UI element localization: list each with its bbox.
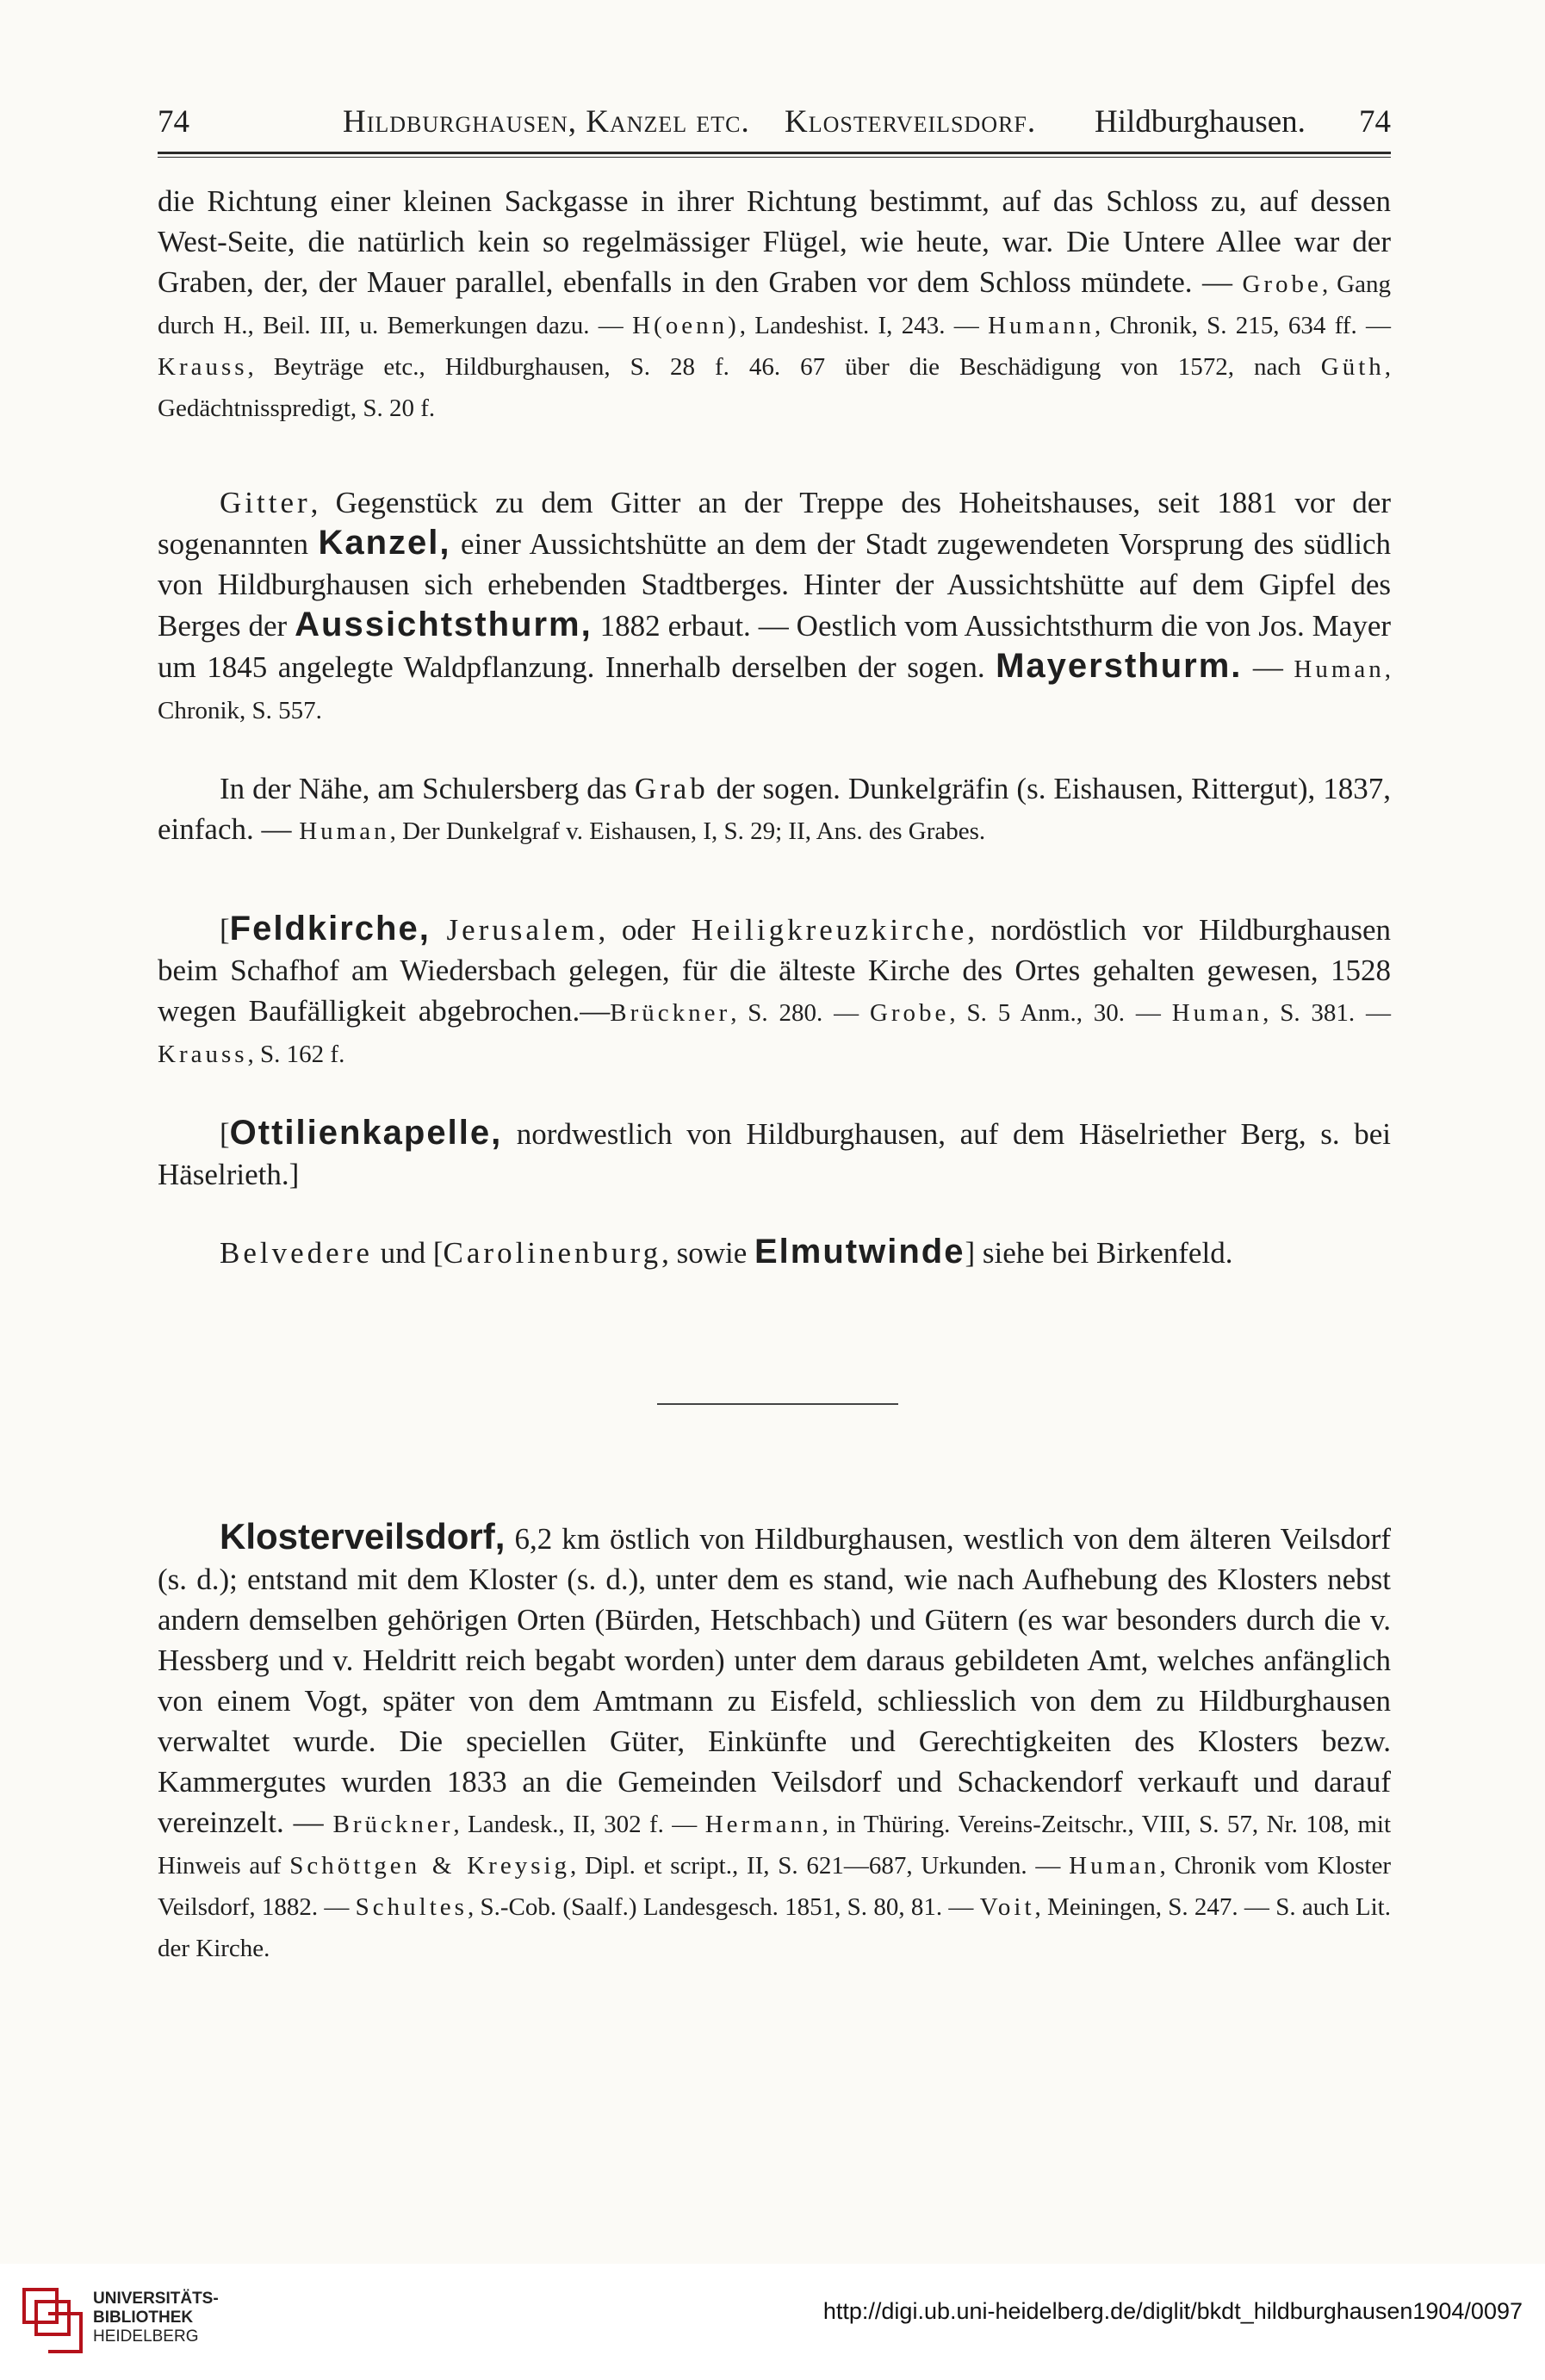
- paragraph-klosterveilsdorf: [158, 1516, 1391, 1967]
- heading-ottilienkapelle: Ottilienkapelle,: [229, 1114, 503, 1152]
- library-name: [93, 2290, 219, 2346]
- ref-text: , Beyträge etc., Hildburghausen, S. 28 f. 46. 67 über die Beschädigung von 1572, nach: [247, 353, 1321, 381]
- para6-text: und [: [372, 1236, 444, 1270]
- ref-text: , S. 381. —: [1263, 999, 1391, 1027]
- ref-author: Humann: [988, 312, 1095, 339]
- ref-author: Human: [299, 817, 390, 845]
- ref-author: Schultes: [355, 1893, 468, 1921]
- para2-text: 1882 erbaut. — Oestlich vom Aussichtsthurm die von Jos. Mayer um 1845 angelegte Waldpflanzung. Innerhalb derselben der sogen.: [158, 609, 1392, 684]
- entry-grab: Grab: [634, 772, 709, 805]
- ref-text: , Chronik, S. 215, 634 ff. —: [1094, 312, 1391, 339]
- section-separator: [657, 1403, 898, 1405]
- ref-author: Brückner: [332, 1811, 454, 1838]
- heading-mayersthurm: Mayersthurm.: [996, 647, 1243, 685]
- ref-text: , Meiningen, S. 247. — S. auch Lit. der Kirche.: [158, 1893, 1391, 1962]
- ref-text: , S.-Cob. (Saalf.) Landesgesch. 1851, S. 80, 81. —: [467, 1893, 980, 1921]
- running-header: [158, 103, 1391, 148]
- paragraph-belvedere: [158, 1232, 1391, 1273]
- para2-text: , Gegenstück zu dem Gitter an der Treppe des Hoheitshauses, seit 1881 vor der sogenannten: [158, 486, 1391, 561]
- ref-author: Krauss: [158, 353, 248, 381]
- entry-jerusalem: Jerusalem: [446, 913, 599, 947]
- paragraph-schloss: [158, 181, 1391, 427]
- para5-text: nordwestlich von Hildburghausen, auf dem Häselriether Berg, s. bei Häselrieth.]: [158, 1117, 1391, 1191]
- ref-author: Brückner: [610, 999, 731, 1027]
- ref-author: Human: [1069, 1852, 1160, 1880]
- ref-author: Voit: [979, 1893, 1035, 1921]
- bracket: [: [220, 913, 230, 947]
- entry-belvedere: Belvedere: [220, 1236, 373, 1270]
- page-number-left: 74: [158, 104, 189, 140]
- ub-heidelberg-logo-icon: [19, 2283, 86, 2357]
- entry-gitter: Gitter: [220, 486, 311, 519]
- para3-text: In der Nähe, am Schulersberg das: [220, 772, 635, 805]
- ref-text: , Gedächtnisspredigt, S. 20 f.: [158, 353, 1391, 422]
- ref-author: Güth: [1320, 353, 1385, 381]
- page-number-right: 74: [1359, 104, 1391, 140]
- paragraph-grab: [158, 768, 1391, 850]
- ref-author: Grobe: [869, 999, 950, 1027]
- heading-kanzel: Kanzel,: [318, 524, 451, 562]
- para4-text: , nordöstlich vor Hildburghausen beim Schafhof am Wiedersbach gelegen, für die älteste Kirche des Ortes gehalten gewesen, 1528 wegen Baufälligkeit abgebrochen.—: [158, 913, 1391, 1028]
- para2-text: —: [1242, 650, 1294, 684]
- para1-text: die Richtung einer kleinen Sackgasse in ihrer Richtung bestimmt, auf das Schloss zu, auf dessen West-Seite, die natürlich kein so regelmässiger Flügel, wie heute, war. Die Untere Allee war der Graben, der, der Mauer parallel, ebenfalls in den Graben vor dem Schloss mündete. —: [158, 184, 1391, 299]
- ref-text: , S. 5 Anm., 30. —: [949, 999, 1172, 1027]
- heading-klosterveilsdorf: Klosterveilsdorf,: [220, 1516, 506, 1557]
- paragraph-ottilienkapelle: [158, 1113, 1391, 1195]
- ref-author: Grobe: [1242, 270, 1322, 298]
- ref-text: , in Thüring. Vereins-Zeitschr., VIII, S. 57, Nr. 108, mit Hinweis auf: [158, 1811, 1392, 1880]
- library-line1: UNIVERSITÄTS-: [93, 2290, 219, 2308]
- para6-text: ] siehe bei Birkenfeld.: [965, 1236, 1233, 1270]
- ref-text: , Der Dunkelgraf v. Eishausen, I, S. 29; II, Ans. des Grabes.: [389, 817, 986, 845]
- ref-text: , Chronik vom Kloster Veilsdorf, 1882. —: [158, 1852, 1391, 1921]
- digitization-footer: [0, 2264, 1545, 2380]
- ref-author: Human: [1294, 656, 1385, 683]
- para2-text: einer Aussichtshütte an dem der Stadt zugewendeten Vorsprung des südlich von Hildburghausen sich erhebenden Stadtberges. Hinter der Aussichtshütte auf dem Gipfel des Berges der: [158, 527, 1391, 643]
- heading-aussichtsthurm: Aussichtsthurm,: [295, 606, 593, 643]
- entry-carolinenburg: Carolinenburg: [443, 1236, 662, 1270]
- ref-text: , Landeshist. I, 243. —: [739, 312, 989, 339]
- paragraph-gitter: [158, 482, 1391, 730]
- para7-text: 6,2 km östlich von Hildburghausen, westlich von dem älteren Veilsdorf (s. d.); entstand mit dem Kloster (s. d.), unter dem es stand, wie nach Aufhebung des Klosters nebst andern demselben gehörigen Orten (Bürden, Hetschbach) und Gütern (es war besonders durch die v. Hessberg und v. Heldritt reich begabt worden) unter dem daraus gebildeten Amt, welches anfänglich von einem Vogt, später von dem Amtmann zu Eisfeld, schliesslich von dem zu Hildburghausen verwaltet wurde. Die speciellen Güter, Einkünfte und Gerechtigkeiten des Klosters bezw. Kammergutes wurden 1833 an die Gemeinden Veilsdorf und Schackendorf verkauft und darauf vereinzelt. —: [158, 1522, 1391, 1839]
- ref-text: , Gang durch H., Beil. III, u. Bemerkungen dazu. —: [158, 270, 1391, 339]
- ref-author: Human: [1171, 999, 1263, 1027]
- ref-text: , Chronik, S. 557.: [158, 656, 1392, 724]
- ref-text: , S. 162 f.: [247, 1041, 345, 1068]
- ref-author: Schöttgen & Kreysig: [289, 1852, 571, 1880]
- para4-text: , oder: [598, 913, 692, 947]
- ref-author: Hermann: [704, 1811, 822, 1838]
- heading-feldkirche: Feldkirche,: [229, 910, 431, 948]
- entry-heiligkreuzkirche: Heiligkreuzkirche: [691, 913, 968, 947]
- ref-text: , Landesk., II, 302 f. —: [453, 1811, 705, 1838]
- paragraph-feldkirche: [158, 909, 1391, 1073]
- header-rule: [158, 152, 1391, 158]
- running-place: Hildburghausen.: [1095, 104, 1306, 140]
- heading-elmutwinde: Elmutwinde: [754, 1233, 965, 1271]
- library-line3: HEIDELBERG: [93, 2327, 199, 2346]
- ref-text: , S. 280. —: [730, 999, 870, 1027]
- running-title-2: Klosterveilsdorf.: [785, 104, 1037, 140]
- bracket: [: [220, 1117, 230, 1151]
- source-url-link[interactable]: http://digi.ub.uni-heidelberg.de/diglit/bkdt_hildburghausen1904/0097: [822, 2298, 1523, 2324]
- ref-author: H(oenn): [632, 312, 740, 339]
- library-line2: BIBLIOTHEK: [93, 2309, 194, 2327]
- ref-text: , Dipl. et script., II, S. 621—687, Urkunden. —: [570, 1852, 1070, 1880]
- para6-text: , sowie: [661, 1236, 754, 1270]
- running-title: Hildburghausen, Kanzel etc.: [343, 104, 750, 140]
- para3-text: der sogen. Dunkelgräfin (s. Eishausen, Rittergut), 1837, einfach. —: [158, 772, 1391, 846]
- ref-author: Krauss: [158, 1041, 248, 1068]
